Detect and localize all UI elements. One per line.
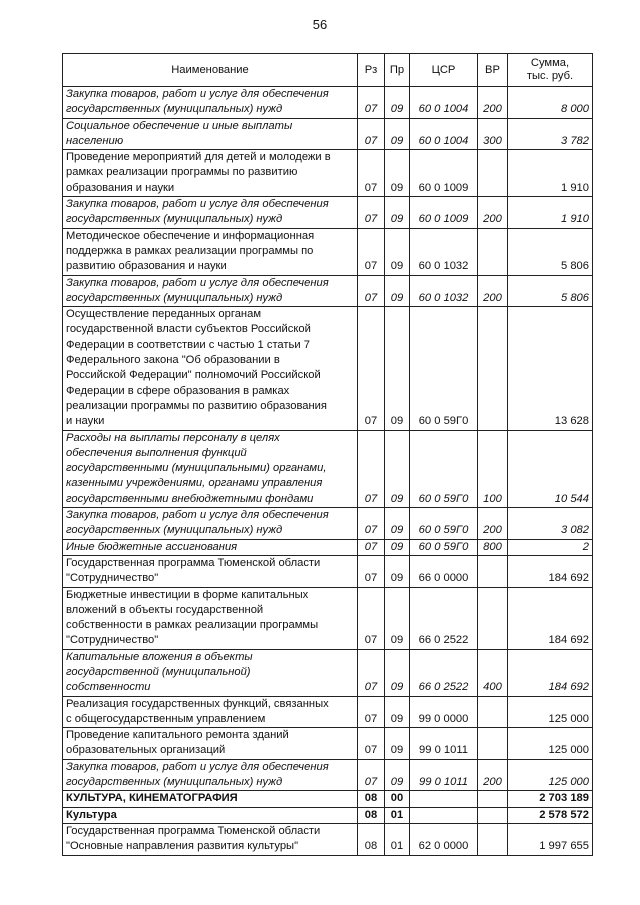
row-csr: 99 0 1011	[410, 728, 478, 760]
row-csr: 60 0 1004	[410, 87, 478, 119]
table-row	[63, 197, 593, 229]
row-csr: 60 0 1009	[410, 197, 478, 229]
row-name: Закупка товаров, работ и услуг для обеспечения государственных (муниципальных) нужд	[63, 197, 358, 229]
table-row	[63, 228, 593, 275]
table-row	[63, 150, 593, 197]
row-rz: 07	[358, 696, 385, 728]
row-rz: 07	[358, 118, 385, 150]
row-rz: 07	[358, 430, 385, 507]
row-sum: 184 692	[508, 587, 593, 649]
row-rz: 07	[358, 87, 385, 119]
row-name: Проведение капитального ремонта зданий образовательных организаций	[63, 728, 358, 760]
row-csr: 60 0 59Г0	[410, 430, 478, 507]
row-sum: 184 692	[508, 555, 593, 587]
page-number: 56	[312, 17, 328, 32]
row-rz: 07	[358, 228, 385, 275]
row-vr: 400	[478, 649, 508, 696]
table-row	[63, 539, 593, 555]
row-pr: 09	[385, 197, 410, 229]
row-sum: 5 806	[508, 228, 593, 275]
row-name: Государственная программа Тюменской области "Основные направления развития культуры"	[63, 823, 358, 855]
header-vr: ВР	[478, 54, 508, 87]
row-sum: 1 910	[508, 197, 593, 229]
row-rz: 07	[358, 508, 385, 540]
row-pr: 01	[385, 823, 410, 855]
row-rz: 07	[358, 728, 385, 760]
row-pr: 09	[385, 150, 410, 197]
row-pr: 09	[385, 508, 410, 540]
table-row	[63, 728, 593, 760]
row-sum: 184 692	[508, 649, 593, 696]
row-csr: 62 0 0000	[410, 823, 478, 855]
row-csr: 99 0 1011	[410, 759, 478, 791]
row-pr: 09	[385, 118, 410, 150]
row-vr: 300	[478, 118, 508, 150]
row-pr: 09	[385, 587, 410, 649]
row-name: Закупка товаров, работ и услуг для обеспечения государственных (муниципальных) нужд	[63, 275, 358, 307]
header-sum: Сумма, тыс. руб.	[508, 54, 593, 87]
header-name: Наименование	[63, 54, 358, 87]
row-name: Государственная программа Тюменской области "Сотрудничество"	[63, 555, 358, 587]
row-name: Расходы на выплаты персоналу в целях обеспечения выполнения функций государственными (муниципальными) органами, казенными учреждениями, органами управления государственными внебюджетными фондами	[63, 430, 358, 507]
row-vr	[478, 307, 508, 430]
header-row	[63, 54, 593, 87]
row-sum: 5 806	[508, 275, 593, 307]
header-csr: ЦСР	[410, 54, 478, 87]
row-name: Социальное обеспечение и иные выплаты населению	[63, 118, 358, 150]
row-name: КУЛЬТУРА, КИНЕМАТОГРАФИЯ	[63, 791, 358, 807]
row-name: Закупка товаров, работ и услуг для обеспечения государственных (муниципальных) нужд	[63, 759, 358, 791]
table-row	[63, 791, 593, 807]
row-csr	[410, 807, 478, 823]
header-pr: Пр	[385, 54, 410, 87]
table-row	[63, 807, 593, 823]
row-name: Закупка товаров, работ и услуг для обеспечения государственных (муниципальных) нужд	[63, 87, 358, 119]
table-row	[63, 275, 593, 307]
row-csr: 99 0 0000	[410, 696, 478, 728]
table-row	[63, 649, 593, 696]
row-rz: 07	[358, 307, 385, 430]
row-name: Методическое обеспечение и информационная поддержка в рамках реализации программы по развитию образования и науки	[63, 228, 358, 275]
row-sum: 2 703 189	[508, 791, 593, 807]
row-sum: 2 578 572	[508, 807, 593, 823]
row-name: Закупка товаров, работ и услуг для обеспечения государственных (муниципальных) нужд	[63, 508, 358, 540]
table-row	[63, 307, 593, 430]
row-pr: 09	[385, 275, 410, 307]
row-vr: 200	[478, 197, 508, 229]
table-row	[63, 118, 593, 150]
table-row	[63, 696, 593, 728]
row-pr: 09	[385, 539, 410, 555]
row-sum: 125 000	[508, 759, 593, 791]
row-name: Осуществление переданных органам государственной власти субъектов Российской Федерации в соответствии с частью 1 статьи 7 Федерального закона "Об образовании в Российской Федерации" полномочий Российской Федерации в сфере образования в рамках реализации программы по развитию образования и науки	[63, 307, 358, 430]
row-pr: 00	[385, 791, 410, 807]
row-pr: 09	[385, 728, 410, 760]
row-rz: 07	[358, 587, 385, 649]
row-rz: 07	[358, 539, 385, 555]
row-vr	[478, 728, 508, 760]
row-rz: 08	[358, 807, 385, 823]
row-vr	[478, 823, 508, 855]
table-row	[63, 87, 593, 119]
row-pr: 09	[385, 228, 410, 275]
row-vr: 100	[478, 430, 508, 507]
row-name: Реализация государственных функций, связанных с общегосударственным управлением	[63, 696, 358, 728]
row-pr: 09	[385, 555, 410, 587]
row-sum: 13 628	[508, 307, 593, 430]
row-rz: 08	[358, 791, 385, 807]
table-body	[63, 87, 593, 856]
row-csr: 60 0 1032	[410, 275, 478, 307]
row-csr: 60 0 59Г0	[410, 508, 478, 540]
budget-table	[62, 53, 593, 856]
table-row	[63, 555, 593, 587]
row-rz: 07	[358, 275, 385, 307]
row-pr: 09	[385, 430, 410, 507]
row-csr: 66 0 2522	[410, 649, 478, 696]
row-pr: 09	[385, 307, 410, 430]
row-name: Капитальные вложения в объекты государственной (муниципальной) собственности	[63, 649, 358, 696]
row-vr: 800	[478, 539, 508, 555]
row-rz: 07	[358, 197, 385, 229]
row-rz: 07	[358, 150, 385, 197]
row-sum: 10 544	[508, 430, 593, 507]
row-pr: 09	[385, 759, 410, 791]
row-pr: 09	[385, 87, 410, 119]
row-name: Иные бюджетные ассигнования	[63, 539, 358, 555]
row-csr: 60 0 59Г0	[410, 307, 478, 430]
table-row	[63, 430, 593, 507]
row-rz: 07	[358, 649, 385, 696]
row-vr	[478, 807, 508, 823]
row-pr: 09	[385, 649, 410, 696]
row-sum: 2	[508, 539, 593, 555]
row-vr	[478, 555, 508, 587]
row-csr: 66 0 0000	[410, 555, 478, 587]
row-vr	[478, 150, 508, 197]
row-csr: 60 0 1004	[410, 118, 478, 150]
row-csr: 60 0 1009	[410, 150, 478, 197]
row-vr: 200	[478, 275, 508, 307]
row-sum: 1 997 655	[508, 823, 593, 855]
row-csr: 60 0 59Г0	[410, 539, 478, 555]
row-rz: 07	[358, 555, 385, 587]
row-pr: 09	[385, 696, 410, 728]
row-vr	[478, 587, 508, 649]
row-rz: 08	[358, 823, 385, 855]
row-name: Проведение мероприятий для детей и молодежи в рамках реализации программы по развитию образования и науки	[63, 150, 358, 197]
row-rz: 07	[358, 759, 385, 791]
row-sum: 125 000	[508, 728, 593, 760]
row-vr: 200	[478, 87, 508, 119]
row-vr	[478, 228, 508, 275]
row-sum: 3 782	[508, 118, 593, 150]
table-row	[63, 587, 593, 649]
row-sum: 125 000	[508, 696, 593, 728]
table-row	[63, 508, 593, 540]
row-sum: 3 082	[508, 508, 593, 540]
row-vr: 200	[478, 759, 508, 791]
row-vr	[478, 791, 508, 807]
table-row	[63, 823, 593, 855]
row-name: Культура	[63, 807, 358, 823]
row-csr: 60 0 1032	[410, 228, 478, 275]
header-rz: Рз	[358, 54, 385, 87]
row-sum: 1 910	[508, 150, 593, 197]
row-pr: 01	[385, 807, 410, 823]
row-csr: 66 0 2522	[410, 587, 478, 649]
row-sum: 8 000	[508, 87, 593, 119]
row-csr	[410, 791, 478, 807]
row-vr	[478, 696, 508, 728]
row-vr: 200	[478, 508, 508, 540]
row-name: Бюджетные инвестиции в форме капитальных вложений в объекты государственной собственности в рамках реализации программы "Сотрудничество"	[63, 587, 358, 649]
table-row	[63, 759, 593, 791]
